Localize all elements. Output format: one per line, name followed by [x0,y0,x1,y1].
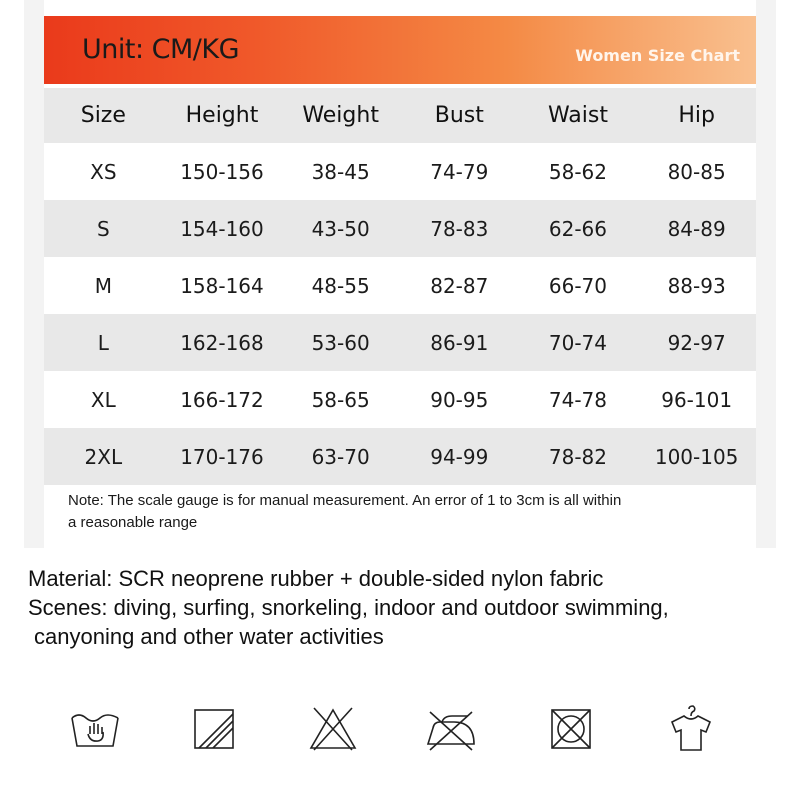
do-not-iron-icon [424,704,478,754]
header-bust: Bust [400,88,519,143]
cell-weight: 63-70 [281,428,400,485]
cell-waist: 66-70 [519,257,638,314]
size-chart-panel [44,0,756,548]
chart-title: Women Size Chart [575,46,740,65]
cell-height: 170-176 [163,428,282,485]
cell-waist: 70-74 [519,314,638,371]
cell-bust: 74-79 [400,143,519,200]
cell-bust: 78-83 [400,200,519,257]
header-weight: Weight [281,88,400,143]
cell-size: S [44,200,163,257]
cell-hip: 84-89 [637,200,756,257]
cell-hip: 100-105 [637,428,756,485]
table-row [44,428,756,485]
cell-size: L [44,314,163,371]
material-text: Material: SCR neoprene rubber + double-sided nylon fabric [28,566,604,591]
table-row [44,314,756,371]
line-dry-icon [188,704,242,754]
cell-waist: 58-62 [519,143,638,200]
cell-height: 154-160 [163,200,282,257]
cell-hip: 80-85 [637,143,756,200]
table-row [44,143,756,200]
size-chart-banner [44,16,756,84]
table-row [44,371,756,428]
cell-weight: 58-65 [281,371,400,428]
note-line-2: a reasonable range [68,514,198,531]
cell-waist: 62-66 [519,200,638,257]
table-row [44,200,756,257]
cell-waist: 78-82 [519,428,638,485]
table-row [44,257,756,314]
table-header-row [44,88,756,143]
cell-bust: 86-91 [400,314,519,371]
header-height: Height [163,88,282,143]
cell-bust: 82-87 [400,257,519,314]
cell-size: XL [44,371,163,428]
cell-height: 158-164 [163,257,282,314]
cell-size: M [44,257,163,314]
cell-height: 162-168 [163,314,282,371]
cell-waist: 74-78 [519,371,638,428]
header-waist: Waist [519,88,638,143]
cell-weight: 53-60 [281,314,400,371]
cell-height: 150-156 [163,143,282,200]
measurement-note [68,490,748,534]
cell-weight: 38-45 [281,143,400,200]
header-hip: Hip [637,88,756,143]
cell-weight: 43-50 [281,200,400,257]
cell-size: 2XL [44,428,163,485]
hang-dry-icon [664,704,718,754]
do-not-bleach-icon [306,704,360,754]
note-line-1: Note: The scale gauge is for manual measurement. An error of 1 to 3cm is all within [68,492,622,509]
cell-height: 166-172 [163,371,282,428]
do-not-tumble-dry-icon [544,704,598,754]
care-instructions [0,704,800,754]
hand-wash-icon [68,704,122,754]
cell-bust: 94-99 [400,428,519,485]
cell-hip: 88-93 [637,257,756,314]
size-table [44,88,756,485]
cell-size: XS [44,143,163,200]
size-chart-card [24,0,776,548]
cell-bust: 90-95 [400,371,519,428]
product-description [28,564,788,651]
scenes-text: Scenes: diving, surfing, snorkeling, indoor and outdoor swimming, [28,595,669,620]
cell-hip: 92-97 [637,314,756,371]
cell-weight: 48-55 [281,257,400,314]
cell-hip: 96-101 [637,371,756,428]
header-size: Size [44,88,163,143]
scenes-text-continued: canyoning and other water activities [34,624,384,649]
unit-label: Unit: CM/KG [82,34,240,65]
